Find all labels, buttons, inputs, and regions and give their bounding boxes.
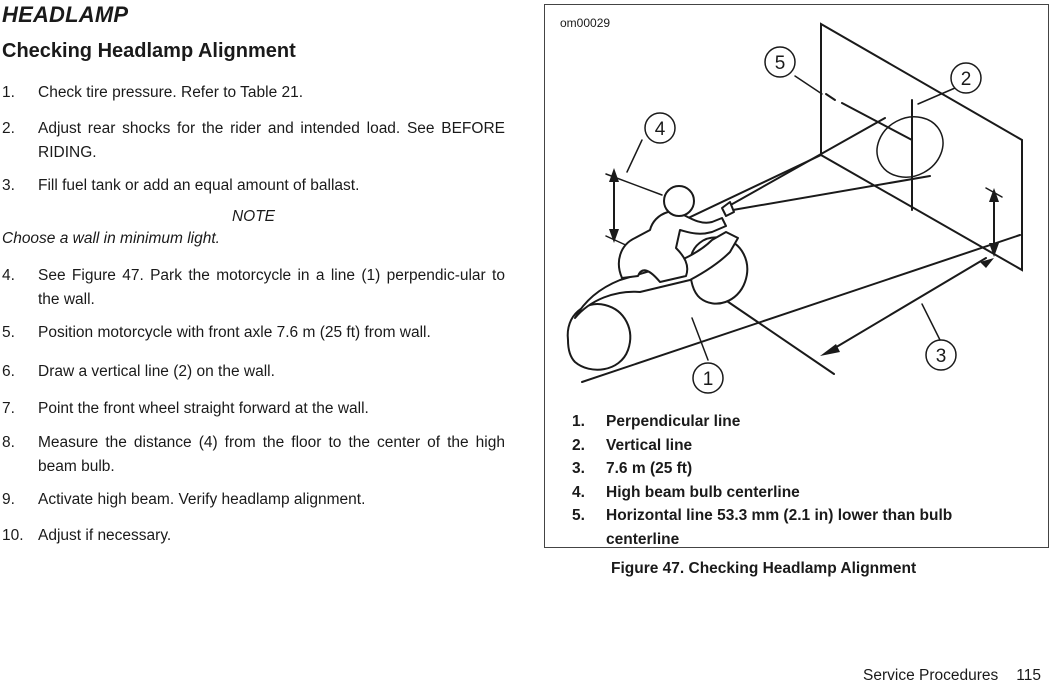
callout-2: 2 [960,69,972,90]
step-text: See Figure 47. Park the motorcycle in a line (1) perpendic-ular to the wall. [38,267,505,308]
page-number: 115 [1016,667,1041,684]
perpendicular-line [718,295,834,374]
section-title: HEADLAMP [2,2,129,27]
legend-item [572,434,1026,458]
figure-id: om00029 [560,16,611,30]
step-text: Point the front wheel straight forward at the wall. [38,400,369,417]
legend-text: Perpendicular line [606,413,741,430]
step-text: Draw a vertical line (2) on the wall. [38,363,275,380]
step-text: Position motorcycle with front axle 7.6 m (25 ft) from wall. [38,324,431,341]
page-footer [863,667,1041,685]
step-number: 8. [2,434,15,451]
legend-number: 4. [572,483,585,501]
footer-section: Service Procedures [863,667,999,684]
step-number: 10. [2,527,24,544]
step-text: Check tire pressure. Refer to Table 21. [38,84,304,101]
callout-1: 1 [702,369,714,390]
legend-text: 7.6 m (25 ft) [606,460,693,477]
leader-line [795,76,822,94]
step-text: Fill fuel tank or add an equal amount of ballast. [38,177,360,194]
callout-3: 3 [935,346,947,367]
step-text: Activate high beam. Verify headlamp alignment. [38,491,366,508]
helmet [664,186,694,216]
legend-text: High beam bulb centerline [606,483,800,501]
legend-number: 5. [572,507,585,524]
legend-item [572,410,1026,434]
legend-number: 2. [572,436,585,454]
step-number: 6. [2,363,15,380]
callout-5: 5 [774,53,786,74]
legend-number: 1. [572,413,585,430]
callout-4: 4 [654,119,666,140]
page-heading: Checking Headlamp Alignment [2,40,296,62]
legend-text: Horizontal line 53.3 mm (2.1 in) lower than bulb centerline [606,507,953,548]
note-title: NOTE [231,208,276,225]
step-number: 3. [2,177,15,194]
step-number: 9. [2,491,15,508]
step-number: 5. [2,324,15,341]
leader-line [627,140,642,172]
leader-line [922,304,940,340]
step-text: Measure the distance (4) from the floor to the center of the high beam bulb. [38,434,505,475]
legend-text: Vertical line [606,436,693,454]
step-number: 2. [2,120,15,137]
step-number: 1. [2,84,15,101]
step-number: 7. [2,400,15,417]
legend-item [572,504,1026,551]
note-text: Choose a wall in minimum light. [2,230,220,247]
legend-item [572,481,1026,505]
wall [821,24,1022,270]
legend-item [572,457,1026,481]
motorcycle-rider-illustration [568,186,748,370]
step-text: Adjust rear shocks for the rider and intended load. See BEFORE RIDING. [38,120,505,161]
figure-legend [572,410,1026,551]
leader-line [692,318,708,360]
legend-number: 3. [572,460,585,477]
step-number: 4. [2,267,15,284]
step-text: Adjust if necessary. [38,527,172,544]
figure-caption: Figure 47. Checking Headlamp Alignment [611,560,917,577]
